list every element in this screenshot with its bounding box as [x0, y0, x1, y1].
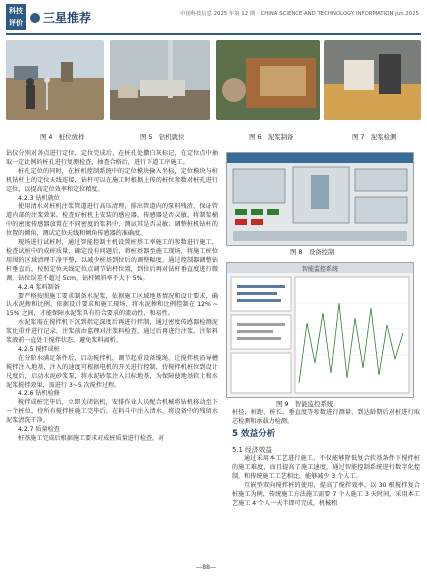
- paragraph: 互嵌型双向搅拌桩的使用，提高了搅拌效率，以 30 根搅拌复合桩施工为例，传统施工方法施工需要 7 个人施工 3 天时间，采用本工艺施工 4 个人一天半即可完成，机械租: [232, 481, 420, 507]
- photo-rig-positioning: [110, 40, 210, 120]
- header-rule: [6, 33, 421, 35]
- photo-slurry-test: [324, 40, 421, 120]
- subheading: 4.2.5 搅拌成桩: [18, 345, 60, 353]
- caption-fig4: 图 4 桩位放样: [40, 133, 85, 141]
- badge-line-2: 评价: [9, 19, 23, 27]
- paragraph: 使用清水对桩机注浆管道进行高压清理，排出管道内的泵料残渣，保证管道内部的注浆效果。检查好桩机上安装的感应器、传感器是否灵敏，将制浆桶中的密度传感器放置在不同密度的浆料中，测试其是否灵敏；调整桩机钻杆的位置的倾角，测试定位天线和倾角传感器的准确度。: [6, 203, 218, 238]
- photo-slurry-prep: [216, 40, 320, 120]
- right-column-top: [232, 409, 420, 427]
- caption-fig8: 图 8 设备控制: [290, 248, 335, 256]
- subheading: 4.2.4 浆料制备: [18, 283, 60, 291]
- paragraph: 搅拌成桩完毕后，立即关闭钻机，安排作业人员配合机械将钻机移动至下一个桩位，待所有搅拌桩施工完毕后，在料斗中注入清水，将设备中的残留水泥浆清洗干净。: [6, 399, 218, 425]
- subheading: 4.2.7 质量检查: [18, 426, 60, 434]
- fig9-title: 智能监控系统: [301, 266, 339, 273]
- photo-row: [6, 40, 421, 130]
- paragraph: 现场进行试桩时，通过智能控制主机设置桩基工率施工的参数进行施工，检查试桩中的成桩质量，确定没有问题后，将桩基器至施工现场，将施工桩位用围的区域清理干净平整，以减少桩基到位后的调整幅度，通过控制器调整钻杆垂直后，按照定位天线定位点调节钻杆位置，到位后再对钻杆垂直度进行微调，钻位误差不超过 5cm，钻杆倾斜率不大于 5%。: [6, 239, 218, 282]
- paragraph: 桩孔定位的同时，在桩机控制系统中的定位模块输入坐标，定位模块与桩机钻杆上的定位天线连接，钻杆可以在施工时根据上传的桩位参数对桩孔进行定位，以提高定位效率和定位精度。: [6, 167, 218, 193]
- section-heading-benefits: 5 效益分析: [232, 429, 276, 439]
- caption-fig7: 图 7 泥浆检测: [352, 133, 397, 141]
- section-title: 三星推荐: [30, 9, 91, 26]
- subheading-economic: 5.1 经济效益: [232, 446, 273, 454]
- subheading: 4.2.3 钻机就位: [18, 194, 60, 202]
- paragraph: 水泥浆需在搅拌机下沉到指定深度后再进行拌制，通过密度传感器检测泥浆比重并进行记录，注浆前由监理对注浆料检查，通过后再进行注浆，注浆料浆液前一直处于搅拌状态，避免浆料离析。: [6, 319, 218, 345]
- page-number: —88—: [196, 564, 217, 571]
- photo-pile-layout: [6, 40, 104, 120]
- badge-line-1: 科技: [9, 7, 23, 15]
- figure-monitoring-system: [226, 262, 414, 398]
- journal-info: 中国科技信息 2025 年第 12 期 · CHINA SCIENCE AND TECHNOLOGY INFORMATION Jun.2025: [180, 11, 419, 17]
- paragraph: 桩径、桩距、桩长、垂直度等参数进行测量，到达龄期后对桩进行取芯检测和承载力检测。: [232, 409, 420, 425]
- caption-fig9: 图 9 智能监控系统: [276, 400, 334, 408]
- figure-equipment-control: [226, 152, 414, 246]
- right-column-bottom: [232, 455, 420, 508]
- paragraph: 在分阶水满足条件后，启动搅拌机，调节起重设备缆绳，让搅拌机沿导槽搅拌注入地基，注入的速度可根据电机的开关进行控制，待搅拌机桩位到设计尺度后，启动水泥砂浆泵，将水泥砂浆注入目标地基，为保障使地基软土和水泥浆搅拌效果，需进行 3~5 次搅拌过程。: [6, 354, 218, 389]
- caption-fig5: 图 5 钻机就位: [140, 133, 185, 141]
- paragraph: 要严格按照施工要求制备水泥浆，依据施工区域地基情况和设计要求，确认水泥掺和比例，依据设计要求和施工现场，将水泥掺和比例控制在 12% ~ 15% 之间，才能保障水泥浆具有符合要求的流动性、和易性。: [6, 292, 218, 318]
- subheading: 4.2.6 钻机检修: [18, 390, 60, 398]
- paragraph: 桩基施工完成后根据施工要求对成桩质量进行检查，对: [18, 435, 165, 442]
- left-column: [6, 150, 218, 444]
- caption-fig6: 图 6 泥浆制备: [249, 133, 294, 141]
- paragraph: 钻仪分别对各点进行定位，定位完成后，在桩孔处撒白灰标记，在定位点中抽取一定比例的桩孔进行复测检查，抽查合格后，进行下道工序施工。: [6, 150, 218, 166]
- section-badge: [6, 4, 26, 30]
- paragraph: 通过采用本工艺进行施工，不仅能够降低复合软基条件下搅拌桩的施工难度，而且提高了施工速度，通过智能控制系统进行数字化控制，和传统施工工艺相比，能够减少 3 个人工。: [232, 455, 420, 480]
- page-header: [0, 0, 427, 34]
